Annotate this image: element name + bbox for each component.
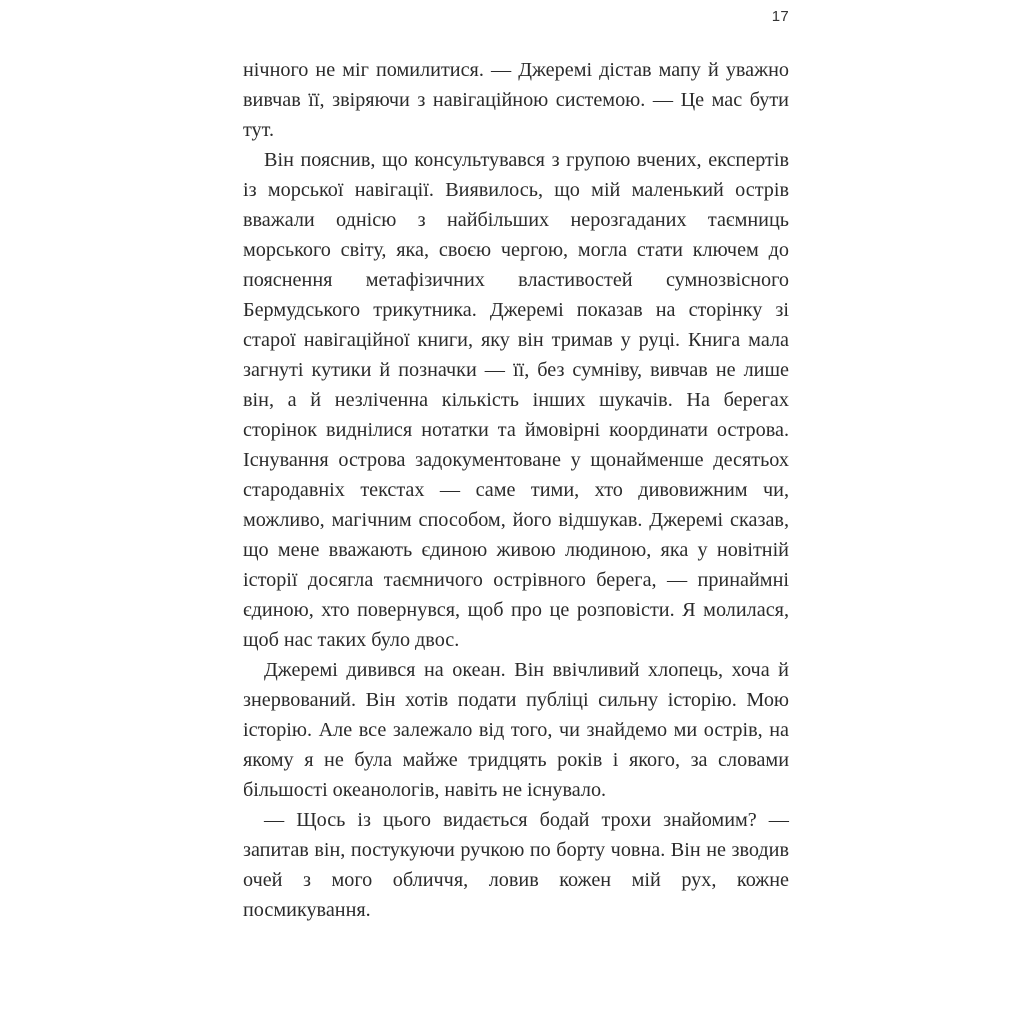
paragraph: нічного не міг помилитися. — Джеремі дістав мапу й уважно вивчав її, звіряючи з навігаційною системою. — Це мас бути тут.	[243, 59, 789, 141]
paragraph: — Щось із цього видається бодай трохи знайомим? — запитав він, постукуючи ручкою по борту човна. Він не зводив очей з мого обличчя, ловив кожен мій рух, кожне посмикування.	[243, 809, 789, 921]
page-number: 17	[771, 8, 789, 25]
paragraph: Джеремі дивився на океан. Він ввічливий хлопець, хоча й знервований. Він хотів подати публіці сильну історію. Мою історію. Але все залежало від того, чи знайдемо ми острів, на якому я не була майже тридцять років і якого, за словами більшості океанологів, навіть не існувало.	[243, 659, 789, 801]
body-text-block	[243, 55, 789, 925]
paragraph: Він пояснив, що консультувався з групою вчених, експертів із морської навігації. Виявилось, що мій маленький острів вважали однісю з найбільших нерозгаданих таємниць морського світу, яка, своєю чергою, могла стати ключем до пояснення метафізичних властивостей сумнозвісного Бермудського трикутника. Джеремі показав на сторінку зі старої навігаційної книги, яку він тримав у руці. Книга мала загнуті кутики й позначки — її, без сумніву, вивчав не лише він, а й незліченна кількість інших шукачів. На берегах сторінок виднілися нотатки та ймовірні координати острова. Існування острова задокументоване у щонайменше десятьох стародавніх текстах — саме тими, хто дивовижним чи, можливо, магічним способом, його відшукав. Джеремі сказав, що мене вважають єдиною живою людиною, яка у новітній історії досягла таємничого острівного берега, — принаймні єдиною, хто повернувся, щоб про це розповісти. Я молилася, щоб нас таких було двос.	[243, 149, 789, 651]
